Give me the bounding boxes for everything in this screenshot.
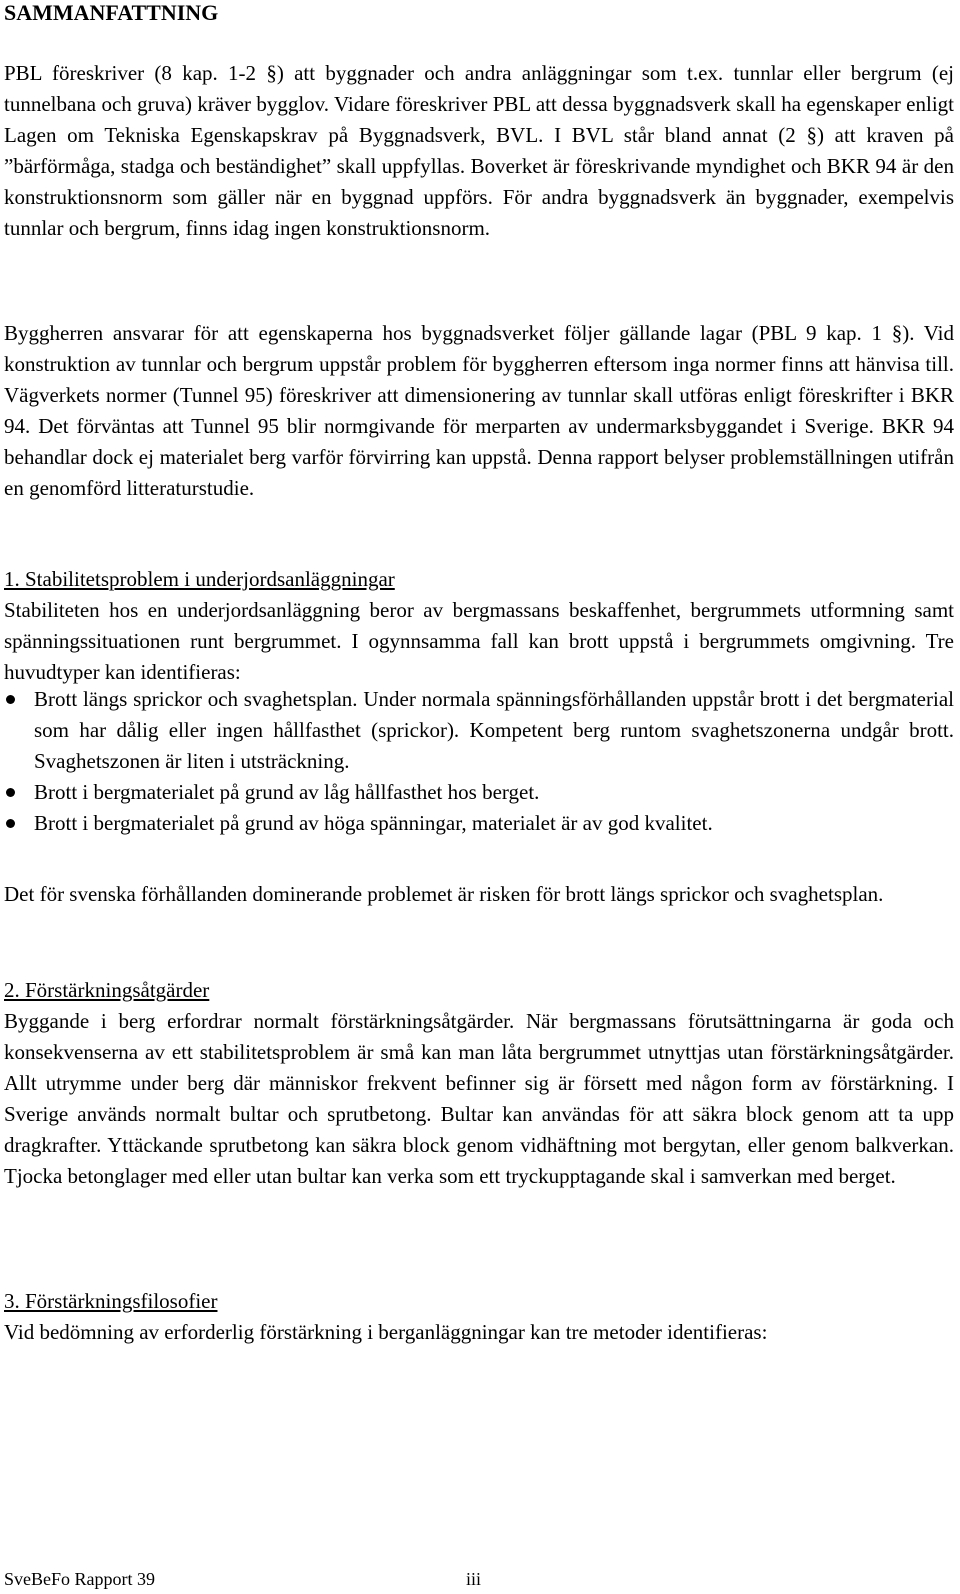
list-item (4, 777, 954, 808)
list-item-text: Brott i bergmaterialet på grund av höga spänningar, materialet är av god kvalitet. (34, 811, 713, 835)
list-item-text: Brott längs sprickor och svaghetsplan. Under normala spänningsförhållanden uppstår brott i det bergmaterial som har dålig eller ingen hållfasthet (sprickor). Kompetent berg runtom svaghetszonerna undgår brott. Svaghetszonen är liten i utsträckning. (34, 687, 954, 773)
section-1-heading: 1. Stabilitetsproblem i underjordsanläggningar (4, 567, 395, 591)
section-1-paragraph: Stabiliteten hos en underjordsanläggning beror av bergmassans beskaffenhet, bergrummets utformning samt spänningssituationen runt bergrummet. I ogynnsamma fall kan brott uppstå i bergrummets omgivning. Tre huvudtyper kan identifieras: (4, 598, 954, 684)
bullet-icon (6, 788, 15, 797)
section-3-heading: 3. Förstärkningsfilosofier (4, 1289, 218, 1313)
bullet-icon (6, 695, 15, 704)
section-1-closing: Det för svenska förhållanden dominerande problemet är risken för brott längs sprickor och svaghetsplan. (4, 882, 884, 906)
page-title: SAMMANFATTNING (4, 0, 219, 25)
failure-types-list (4, 684, 954, 839)
list-item (4, 684, 954, 777)
intro-paragraph-1: PBL föreskriver (8 kap. 1-2 §) att byggnader och andra anläggningar som t.ex. tunnlar eller bergrum (ej tunnelbana och gruva) kräver bygglov. Vidare föreskriver PBL att dessa byggnadsverk skall ha egenskaper enligt Lagen om Tekniska Egenskapskrav på Byggnadsverk, BVL. I BVL står bland annat (2 §) att kraven på ”bärförmåga, stadga och beständighet” skall uppfyllas. Boverket är föreskrivande myndighet och BKR 94 är den konstruktionsnorm som gäller när en byggnad uppförs. För andra byggnadsverk än byggnader, exempelvis tunnlar och bergrum, finns idag ingen konstruktionsnorm. (4, 61, 954, 240)
bullet-icon (6, 819, 15, 828)
section-2-heading: 2. Förstärkningsåtgärder (4, 978, 210, 1002)
list-item-text: Brott i bergmaterialet på grund av låg hållfasthet hos berget. (34, 780, 540, 804)
report-name: SveBeFo Rapport 39 (4, 1569, 155, 1589)
section-2-paragraph: Byggande i berg erfordrar normalt förstärkningsåtgärder. När bergmassans förutsättningarna är goda och konsekvenserna av ett stabilitetsproblem är små kan man låta bergrummet utnyttjas utan förstärkningsåtgärder. Allt utrymme under berg där människor frekvent befinner sig är försett med någon form av förstärkning. I Sverige används normalt bultar och sprutbetong. Bultar kan användas för att säkra block genom att ta upp dragkrafter. Yttäckande sprutbetong kan säkra block genom vidhäftning mot bergytan, eller genom balkverkan. Tjocka betonglager med eller utan bultar kan verka som ett tryckupptagande skal i samverkan med berget. (4, 1009, 954, 1188)
list-item (4, 808, 954, 839)
section-3-paragraph: Vid bedömning av erforderlig förstärkning i berganläggningar kan tre metoder identifieras: (4, 1320, 768, 1344)
intro-paragraph-2: Byggherren ansvarar för att egenskaperna hos byggnadsverket följer gällande lagar (PBL 9 kap. 1 §). Vid konstruktion av tunnlar och bergrum uppstår problem för byggherren eftersom inga normer finns att hänvisa till. Vägverkets normer (Tunnel 95) föreskriver att dimensionering av tunnlar skall utföras enligt föreskrifter i BKR 94. Det förväntas att Tunnel 95 blir normgivande för merparten av undermarksbyggandet i Sverige. BKR 94 behandlar dock ej materialet berg varför förvirring kan uppstå. Denna rapport belyser problemställningen utifrån en genomförd litteraturstudie. (4, 321, 954, 500)
page-number: iii (466, 1569, 482, 1589)
